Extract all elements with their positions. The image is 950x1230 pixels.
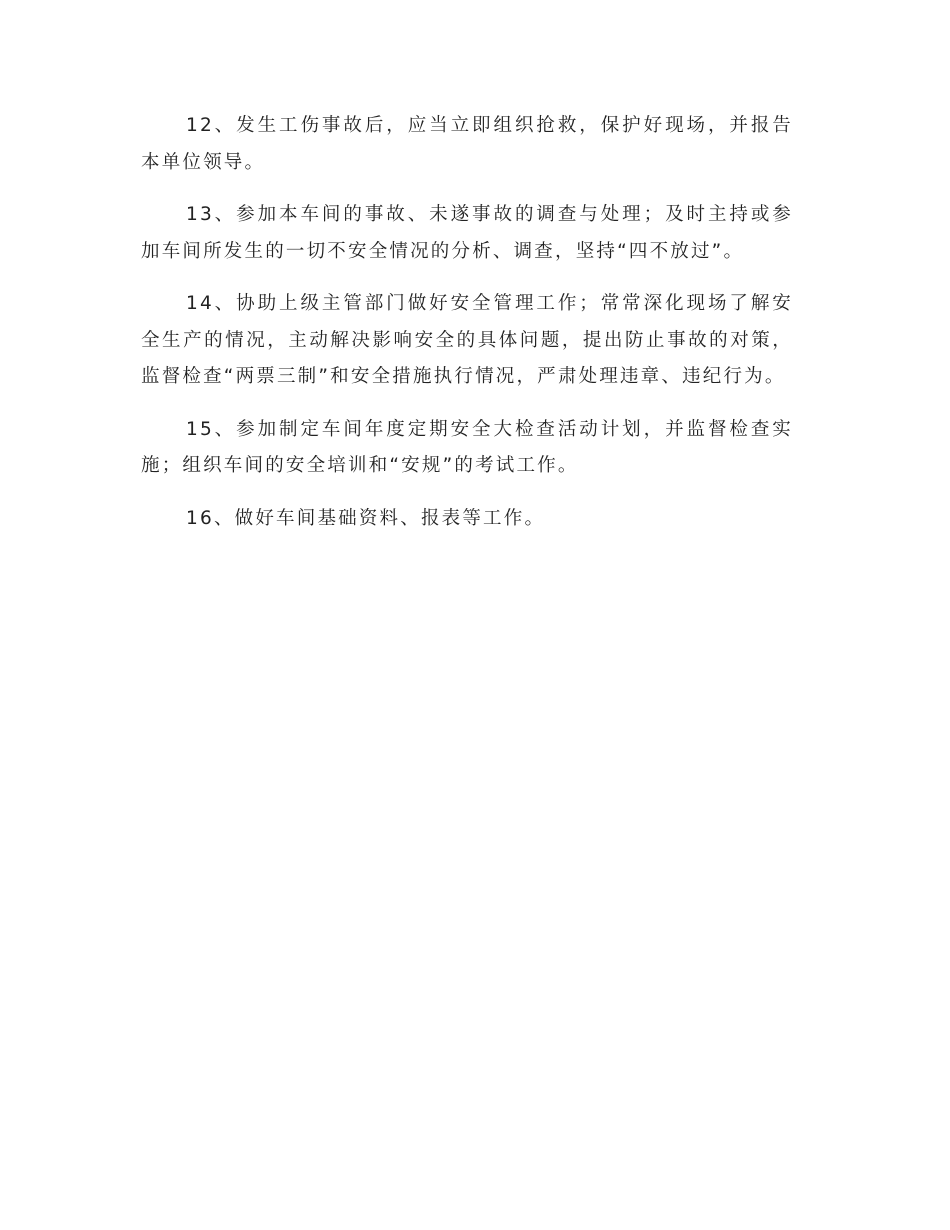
paragraph-item-15: 15、参加制定车间年度定期安全大检查活动计划，并监督检查实施；组织车间的安全培训和“安规”的考试工作。: [141, 418, 793, 476]
document-body: [141, 108, 793, 553]
paragraph-item-12: 12、发生工伤事故后，应当立即组织抢救，保护好现场，并报告本单位领导。: [141, 115, 793, 173]
paragraph-item-14: 14、协助上级主管部门做好安全管理工作；常常深化现场了解安全生产的情况，主动解决影响安全的具体问题，提出防止事故的对策，监督检查“两票三制”和安全措施执行情况，严肃处理违章、违纪行为。: [141, 293, 793, 387]
paragraph-item-13: 13、参加本车间的事故、未遂事故的调查与处理；及时主持或参加车间所发生的一切不安全情况的分析、调查，坚持“四不放过”。: [141, 204, 793, 262]
paragraph-item-16: 16、做好车间基础资料、报表等工作。: [186, 507, 546, 529]
